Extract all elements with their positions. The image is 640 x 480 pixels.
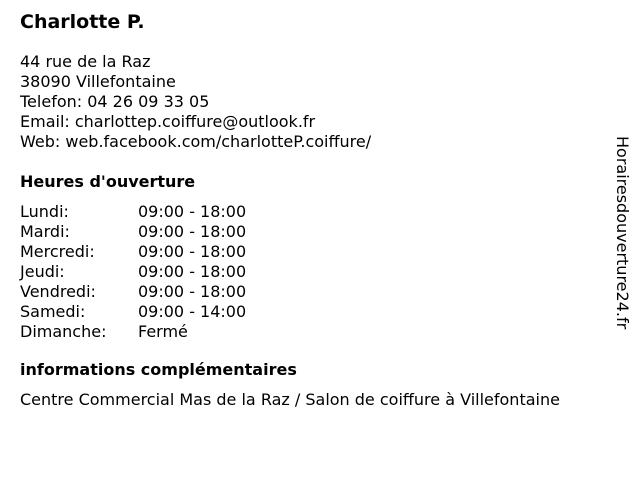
time-value: 09:00 - 18:00: [138, 282, 247, 301]
hours-row-sunday: [20, 322, 610, 342]
hours-row-monday: [20, 202, 610, 222]
hours-title: Heures d'ouverture: [20, 172, 196, 191]
day-label: Mardi:: [20, 222, 70, 241]
website: Web: web.facebook.com/charlotteP.coiffure/: [20, 132, 372, 151]
day-label: Jeudi:: [20, 262, 65, 281]
time-value: 09:00 - 18:00: [138, 222, 247, 241]
day-label: Vendredi:: [20, 282, 96, 301]
hours-row-tuesday: [20, 222, 610, 242]
phone-number: Telefon: 04 26 09 33 05: [20, 92, 210, 111]
hours-row-thursday: [20, 262, 610, 282]
day-label: Mercredi:: [20, 242, 95, 261]
time-value: 09:00 - 18:00: [138, 262, 247, 281]
hours-row-friday: [20, 282, 610, 302]
hours-row-wednesday: [20, 242, 610, 262]
time-value: 09:00 - 18:00: [138, 202, 247, 221]
hours-table: [20, 202, 610, 342]
extra-info-title: informations complémentaires: [20, 360, 297, 379]
day-label: Dimanche:: [20, 322, 107, 341]
site-watermark: Horairesdouverture24.fr: [613, 136, 632, 330]
day-label: Lundi:: [20, 202, 69, 221]
email-address: Email: charlottep.coiffure@outlook.fr: [20, 112, 316, 131]
address-block: [20, 52, 610, 152]
business-card: [20, 10, 610, 410]
street-address: 44 rue de la Raz: [20, 52, 151, 71]
time-value: 09:00 - 14:00: [138, 302, 247, 321]
city: 38090 Villefontaine: [20, 72, 176, 91]
extra-info-text: Centre Commercial Mas de la Raz / Salon de coiffure à Villefontaine: [20, 390, 560, 409]
time-value: Fermé: [138, 322, 188, 341]
time-value: 09:00 - 18:00: [138, 242, 247, 261]
hours-row-saturday: [20, 302, 610, 322]
business-name: Charlotte P.: [20, 11, 145, 33]
day-label: Samedi:: [20, 302, 86, 321]
